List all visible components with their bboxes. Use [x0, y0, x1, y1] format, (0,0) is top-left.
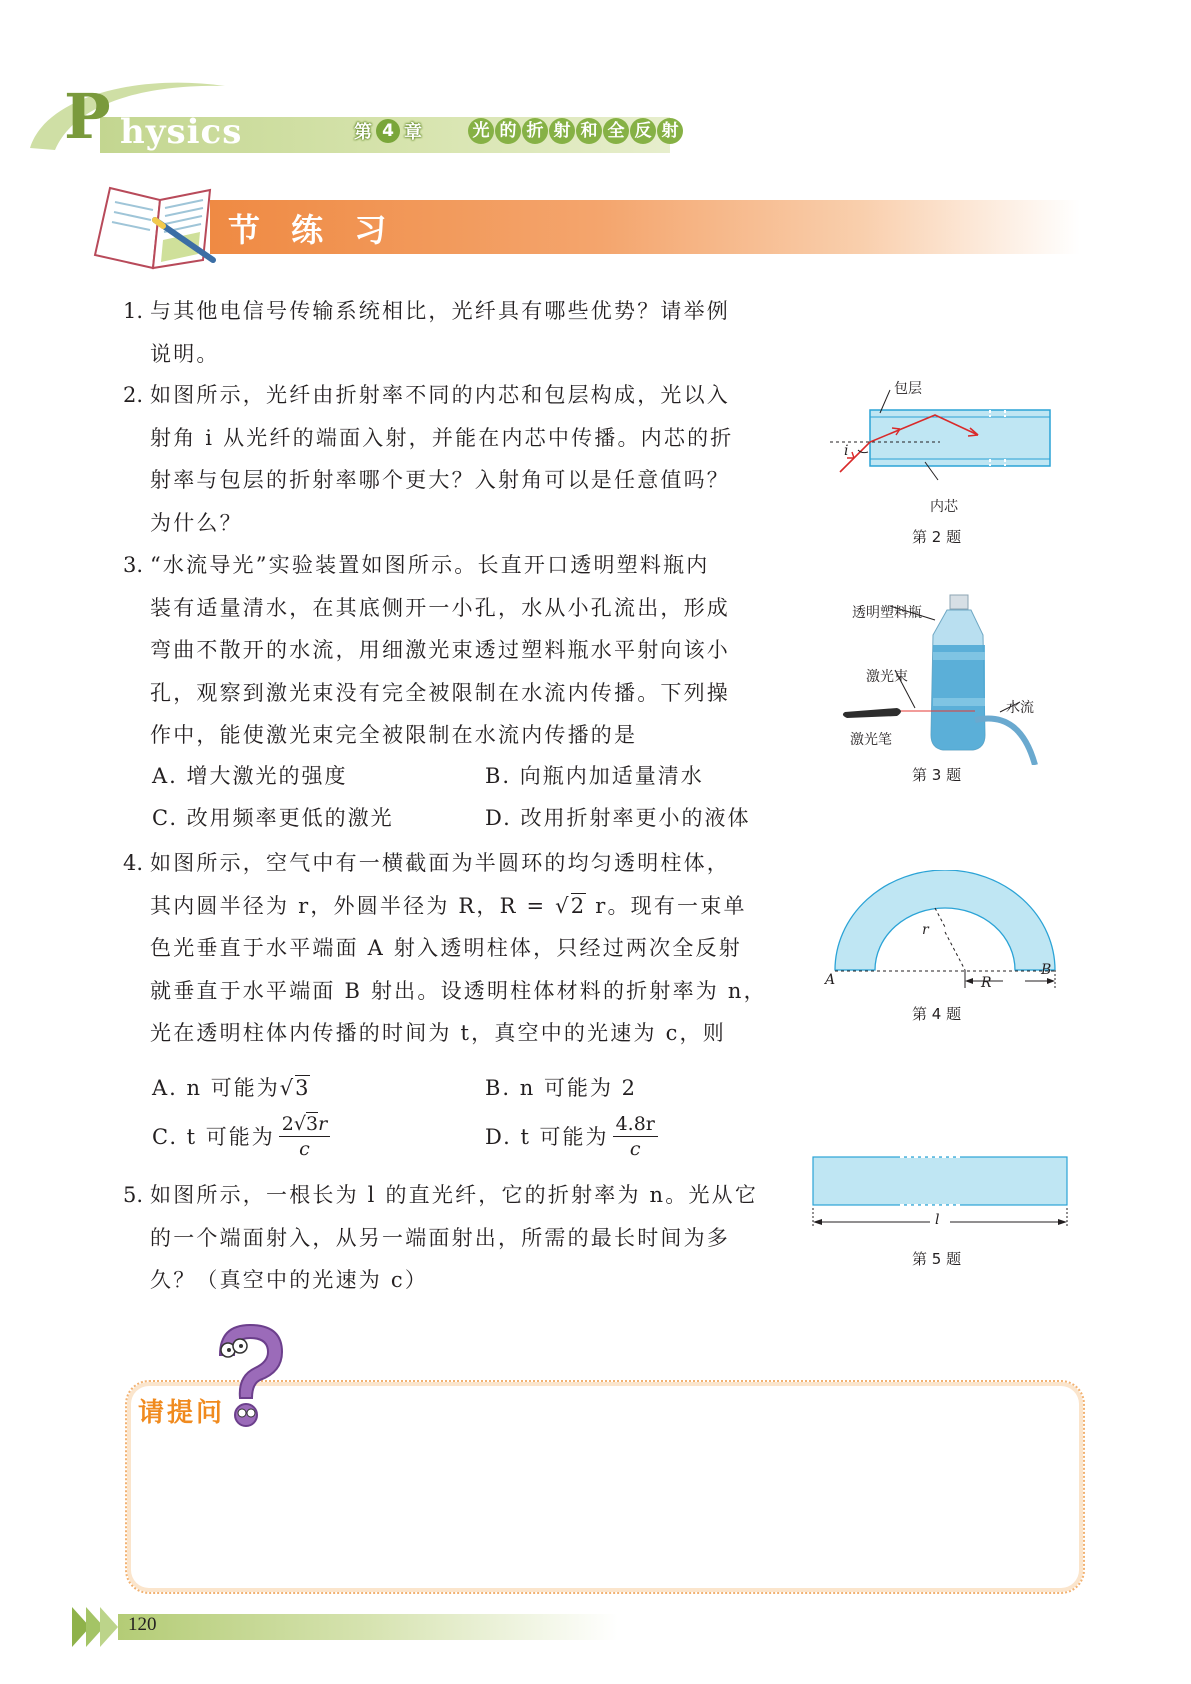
question-5	[123, 1174, 790, 1302]
fig3-label-bottle: 透明塑料瓶	[852, 605, 922, 621]
question-line: 光在透明柱体内传播的时间为 t，真空中的光速为 c，则	[150, 1021, 726, 1045]
question-line: 色光垂直于水平端面 A 射入透明柱体，只经过两次全反射	[150, 936, 742, 960]
fraction-numerator	[279, 1112, 330, 1137]
footer-bar	[118, 1614, 618, 1640]
fraction-numerator: 4.8r	[613, 1112, 658, 1137]
ask-label: 请提问	[138, 1398, 226, 1428]
option-text: A. n 可能为	[152, 1076, 280, 1100]
sqrt-radicand: 3	[295, 1076, 311, 1100]
fig2-label-angle: i	[844, 443, 849, 459]
option-c	[152, 1112, 330, 1161]
chapter-title	[468, 118, 683, 144]
fig4-label-B: B	[1041, 962, 1052, 978]
question-number: 2.	[123, 383, 144, 407]
chapter-number: 4	[376, 119, 400, 143]
numerator-var: r	[318, 1113, 328, 1135]
question-line: 为什么？	[150, 510, 243, 535]
question-number: 3.	[123, 553, 144, 577]
chapter-title-char: 射	[549, 118, 575, 144]
chapter-title-char: 和	[576, 118, 602, 144]
question-1	[123, 290, 780, 375]
question-line: 弯曲不散开的水流，用细激光束透过塑料瓶水平射向该小	[150, 638, 730, 662]
option-a: A. 增大激光的强度	[152, 764, 348, 788]
fraction	[279, 1112, 330, 1161]
figure-5-caption: 第 5 题	[912, 1250, 962, 1268]
fig2-label-cladding: 包层	[894, 381, 922, 397]
figure-2-caption: 第 2 题	[912, 528, 962, 546]
page-arrow-icon	[72, 1607, 122, 1647]
question-line: 如图所示，光纤由折射率不同的内芯和包层构成，光以入	[150, 383, 730, 407]
chapter-title-char: 射	[657, 118, 683, 144]
question-number: 5.	[123, 1183, 144, 1207]
fig3-label-pen: 激光笔	[850, 732, 892, 748]
question-line: 射率与包层的折射率哪个更大？入射角可以是任意值吗？	[150, 468, 730, 492]
numerator-coef: 2	[281, 1113, 294, 1135]
option-text: D. t 可能为	[485, 1124, 609, 1149]
chapter-title-char: 折	[522, 118, 548, 144]
option-c: C. 改用频率更低的激光	[152, 806, 394, 830]
fraction-denominator: c	[299, 1138, 310, 1160]
sqrt-symbol: √	[555, 893, 571, 918]
fig3-label-stream: 水流	[1006, 700, 1034, 716]
option-d: D. 改用折射率更小的液体	[485, 806, 751, 830]
question-text: 其内圆半径为 r，外圆半径为 R，R =	[150, 893, 556, 918]
section-title: 节 练 习	[228, 211, 397, 249]
question-line: 孔，观察到激光束没有完全被限制在水流内传播。下列操	[150, 680, 730, 705]
question-line: 久？（真空中的光速为 c）	[150, 1268, 429, 1292]
chapter-title-char: 全	[603, 118, 629, 144]
question-text: r。现有一束单	[586, 893, 747, 918]
question-2	[123, 374, 780, 544]
option-a	[152, 1068, 310, 1108]
book-icon	[85, 180, 225, 270]
chapter-title-char: 的	[495, 118, 521, 144]
question-line: 如图所示，一根长为 l 的直光纤，它的折射率为 n。光从它	[150, 1183, 759, 1207]
fig4-label-r: r	[922, 922, 929, 938]
chapter-title-char: 光	[468, 118, 494, 144]
question-line: 如图所示，空气中有一横截面为半圆环的均匀透明柱体，	[150, 851, 730, 875]
fig2-label-core: 内芯	[930, 499, 958, 515]
figure-4-semiring-diagram	[825, 870, 1065, 995]
sqrt-symbol: √	[293, 1113, 306, 1135]
question-line: 说明。	[150, 341, 220, 366]
question-line: 就垂直于水平端面 B 射出。设透明柱体材料的折射率为 n，	[150, 978, 767, 1003]
question-line: 的一个端面射入，从另一端面射出，所需的最长时间为多	[150, 1225, 730, 1250]
option-b: B. 向瓶内加适量清水	[485, 764, 704, 788]
question-line	[150, 885, 790, 928]
header-logo-letter: P	[64, 80, 111, 153]
figure-2-fiber-diagram	[830, 380, 1060, 490]
figure-5-fiber-diagram	[810, 1152, 1070, 1232]
figure-4-caption: 第 4 题	[912, 1005, 962, 1023]
question-line: 装有适量清水，在其底侧开一小孔，水从小孔流出，形成	[150, 595, 730, 620]
page-number: 120	[128, 1614, 157, 1635]
question-line: 与其他电信号传输系统相比，光纤具有哪些优势？请举例	[150, 299, 730, 323]
question-line: 作中，能使激光束完全被限制在水流内传播的是	[150, 723, 638, 747]
option-d	[485, 1112, 658, 1161]
question-3	[123, 544, 780, 757]
chapter-prefix: 第	[354, 122, 372, 143]
chapter-suffix: 章	[404, 122, 422, 143]
option-b: B. n 可能为 2	[485, 1076, 638, 1100]
question-number: 4.	[123, 851, 144, 875]
question-line: 射角 i 从光纤的端面入射，并能在内芯中传播。内芯的折	[150, 425, 734, 450]
question-4	[123, 842, 790, 1055]
fig4-label-A: A	[825, 972, 836, 988]
fraction-denominator: c	[629, 1138, 641, 1160]
chapter-label	[352, 118, 424, 144]
option-text: C. t 可能为	[152, 1124, 275, 1149]
header-logo-word: hysics	[120, 112, 243, 152]
fraction	[613, 1112, 658, 1161]
fig3-label-beam: 激光束	[866, 669, 908, 685]
chapter-title-char: 反	[630, 118, 656, 144]
question-line: “水流导光”实验装置如图所示。长直开口透明塑料瓶内	[150, 553, 710, 577]
question-number: 1.	[123, 299, 144, 323]
sqrt-symbol: √	[279, 1076, 296, 1100]
fig5-label-l: l	[935, 1212, 940, 1228]
figure-3-caption: 第 3 题	[912, 766, 962, 784]
fig4-label-R: R	[981, 975, 992, 991]
sqrt-radicand: 3	[306, 1113, 319, 1135]
sqrt-radicand: 2	[570, 893, 587, 918]
